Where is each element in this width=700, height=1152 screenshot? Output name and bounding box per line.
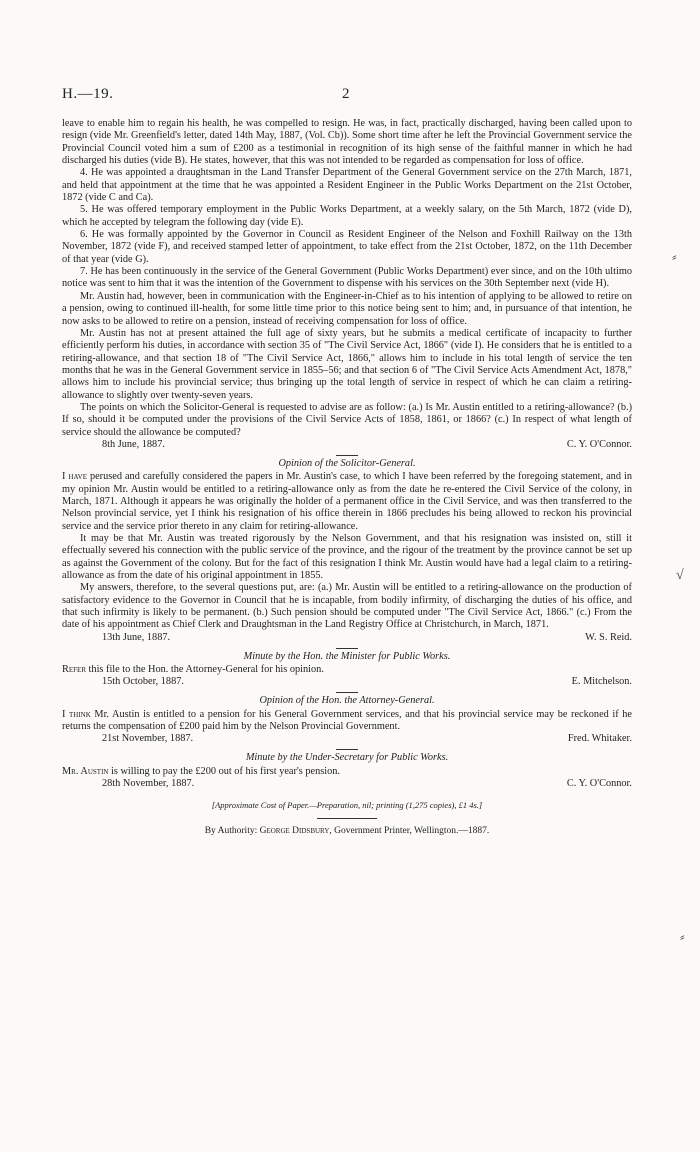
signature-name: C. Y. O'Connor. xyxy=(566,438,632,450)
margin-mark: ⸗ xyxy=(680,930,685,945)
lead-words: Refer xyxy=(62,664,86,676)
page-header xyxy=(62,86,632,106)
section-divider xyxy=(336,692,358,693)
printer-name: George Didsbury xyxy=(259,825,330,836)
margin-mark: ⸗ xyxy=(672,250,677,265)
printer-imprint: By Authority: George Didsbury, Government Printer, Wellington.—1887. xyxy=(204,825,490,836)
section-divider xyxy=(336,749,358,750)
signature-date: 8th June, 1887. xyxy=(102,438,165,450)
minute-paragraph: Mr. Austin is willing to pay the £200 out of his first year's pension. xyxy=(62,765,340,777)
signature-name: E. Mitchelson. xyxy=(571,676,632,688)
statement-paragraph: 4. He was appointed a draughtsman in the Land Transfer Department of the General Government service on the 27th March, 1871, and held that appointment at the time that he was appointed a Resident Engineer in the Public Works Department on the 21st October, 1872 (vide C and Ca). xyxy=(62,167,632,204)
statement-paragraph: Mr. Austin has not at present attained the full age of sixty years, but he submits a medical certificate of incapacity to further efficiently perform his duties, in accordance with section 35 of "The Civil Service Act, 1866" (vide I). He considers that he is entitled to a retiring-allowance, and that section 18 of "The Civil Service Act, 1866," allows him to include in his total length of service the ten months that he was in the General Government service in 1855–56; and that section 6 of "The Civil Service Acts Amendment Act, 1878," allows him to include his provincial service; thus bringing up the total length of service in respect of which he can claim a retiring-allowance to slightly over twenty-seven years. xyxy=(62,327,632,401)
statement-paragraph: 5. He was offered temporary employment in the Public Works Department, at a weekly salary, on the 5th March, 1872 (vide D), which he accepted by telegram the following day (vide E). xyxy=(62,204,632,228)
signature-line xyxy=(62,733,632,746)
opinion-paragraph: I think Mr. Austin is entitled to a pension for his General Government services, and that his provincial service may be reckoned if he returns the compensation of £200 paid him by the Nelson Provincial Government. xyxy=(62,708,632,733)
signature-name: C. Y. O'Connor. xyxy=(566,778,632,790)
opinion-paragraph: It may be that Mr. Austin was treated rigorously by the Nelson Government, and that his resignation was insisted on, still it effectually severed his connection with the public service of the province, and the rigour of the treatment by the province cannot be set up as against the Government of the colony. But for the fact of this resignation I think Mr. Austin would have had a legal claim to a retiring-allowance as from the date of his original appointment in 1855. xyxy=(62,533,632,582)
signature-line xyxy=(62,676,632,689)
lead-words: I have xyxy=(62,471,87,483)
document-body xyxy=(62,118,632,837)
signature-date: 15th October, 1887. xyxy=(102,676,184,688)
signature-name: W. S. Reid. xyxy=(585,631,632,643)
footer-divider xyxy=(317,818,377,819)
opinion-paragraph: My answers, therefore, to the several questions put, are: (a.) Mr. Austin will be entitled to a retiring-allowance on the production of satisfactory evidence to the Governor in Council that he is incapable, from bodily infirmity, of discharging the duties of his office, and that such infirmity is likely to be permanent. (b.) Such pension should be computed under "The Civil Service Act, 1866." (c.) From the date of his appointment as Chief Clerk and Draughtsman in the Land Registry Office at Christchurch, in March, 1871. xyxy=(62,582,632,631)
section-heading: Opinion of the Hon. the Attorney-General. xyxy=(259,695,435,707)
statement-paragraph: Mr. Austin had, however, been in communication with the Engineer-in-Chief as to his intention of applying to be allowed to retire on a pension, owing to continued ill-health, for some little time prior to this notice being sent to him; and, in pursuance of that intention, he now asks to be allowed to retire on a pension, instead of receiving compensation for loss of office. xyxy=(62,290,632,327)
signature-date: 21st November, 1887. xyxy=(102,733,194,745)
opinion-paragraph: I have perused and carefully considered the papers in Mr. Austin's case, to which I have been referred by the foregoing statement, and in my opinion Mr. Austin would be entitled to a retiring-allowance only as from the date he re-entered the Civil Service of the colony, in March, 1871. Although it appears he was originally the holder of a permanent office in the Civil Service, and was then transferred to the Nelson provincial service, yet I think his resignation of his office therein in 1866 precludes his being allowed to reckon his provincial service and the service prior thereto in any claim for retiring-allowance. xyxy=(62,471,632,532)
statement-paragraph: 6. He was formally appointed by the Governor in Council as Resident Engineer of the Nelson and Foxhill Railway on the 13th November, 1872 (vide F), and received stamped letter of appointment, to take effect from the 21st October, 1872, on the 11th December of that year (vide G). xyxy=(62,229,632,265)
margin-mark: √ xyxy=(676,568,684,583)
minute-paragraph: Refer this file to the Hon. the Attorney-General for his opinion. xyxy=(62,664,324,676)
cost-note: [Approximate Cost of Paper.—Preparation, nil; printing (1,275 copies), £1 4s.] xyxy=(211,800,483,811)
section-heading: Minute by the Under-Secretary for Public Works. xyxy=(245,752,449,764)
statement-paragraph: 7. He has been continuously in the service of the General Government (Public Works Department) ever since, and on the 10th ultimo notice was sent to him that it was the intention of the Government to dispense with his services on the 30th September next (vide H). xyxy=(62,266,632,290)
section-heading: Opinion of the Solicitor-General. xyxy=(278,457,416,469)
section-heading: Minute by the Hon. the Minister for Public Works. xyxy=(243,650,451,662)
signature-date: 13th June, 1887. xyxy=(102,631,171,643)
lead-words: I think xyxy=(62,708,91,720)
section-divider xyxy=(336,648,358,649)
signature-date: 28th November, 1887. xyxy=(102,778,195,790)
signature-line xyxy=(62,439,632,452)
section-divider xyxy=(336,455,358,456)
page-number: 2 xyxy=(342,86,350,102)
signature-name: Fred. Whitaker. xyxy=(567,733,632,745)
signature-line xyxy=(62,778,632,791)
lead-words: Mr. Austin xyxy=(62,765,109,777)
statement-paragraph: The points on which the Solicitor-General is requested to advise are as follow: (a.) Is Mr. Austin entitled to a retiring-allowance? (b.) If so, should it be computed under the provisions of the Civil Service Acts of 1858, 1861, or 1866? (c.) In respect of what length of service should the allowance be computed? xyxy=(62,401,632,438)
signature-line xyxy=(62,632,632,645)
statement-paragraph: leave to enable him to regain his health, he was compelled to resign. He was, in fact, practically discharged, having been called upon to resign (vide Mr. Greenfield's letter, dated 14th May, 1887, (Vol. Cb)). Some short time after he left the Provincial Government service the Provincial Council voted him a sum of £200 as a testimonial in recognition of its high sense of the faithful manner in which he had discharged his duties (vide B). He states, however, that this was not intended to be regarded as compensation for loss of office. xyxy=(62,118,632,167)
document-reference: H.—19. xyxy=(62,86,114,102)
